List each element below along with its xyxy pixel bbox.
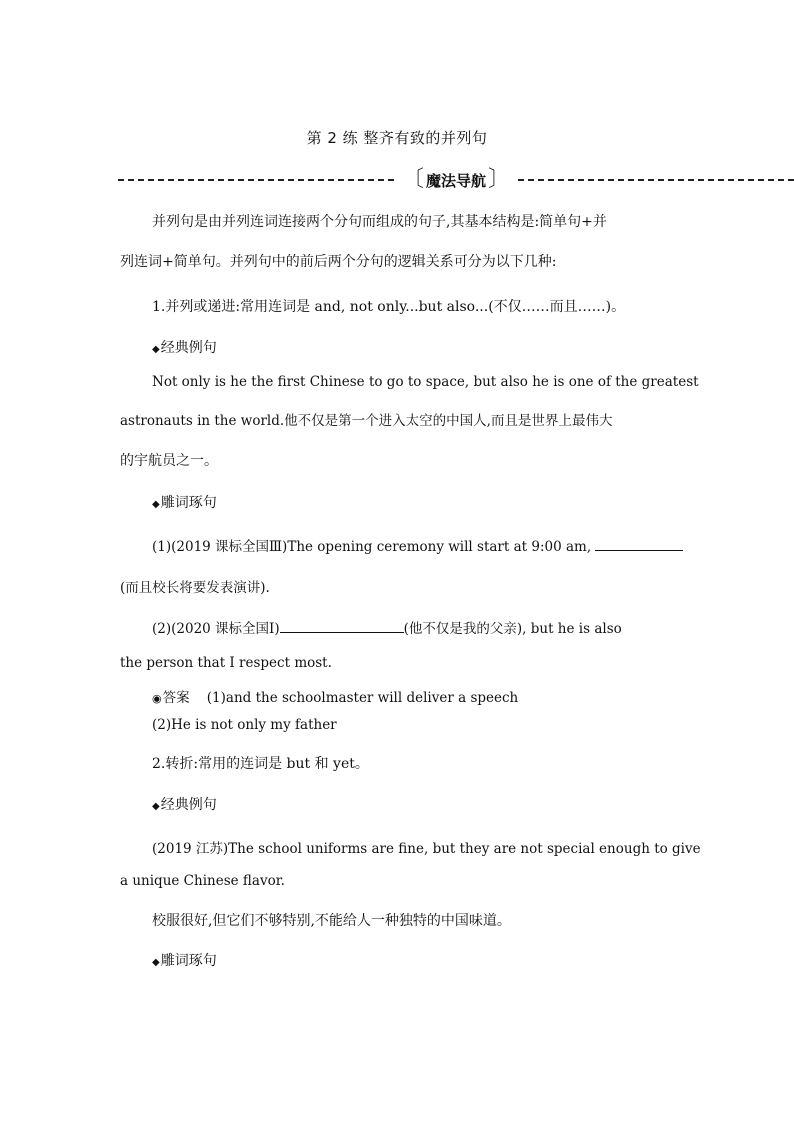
answer-row-2: (2)He is not only my father [152,717,337,733]
diamond-bullet-icon: ◆ [152,801,160,812]
section2-example-line-1: (2019 江苏)The school uniforms are fine, but they are not special enough to give [152,841,701,857]
section2-example-label: ◆经典例句 [152,797,217,813]
question-2-line-2: the person that I respect most. [120,655,332,671]
page-title: 第 2 练 整齐有致的并列句 [306,129,488,147]
section1-example-line-3: 的宇航员之一。 [120,453,218,469]
section1-heading: 1.并列或递进:常用连词是 and, not only...but also...(不仅……而且……)。 [152,299,626,315]
section1-example-line-2: astronauts in the world.他不仅是第一个进入太空的中国人,而且是世界上最伟大 [120,413,613,429]
question-2: (2)(2020 课标全国Ⅰ) (他不仅是我的父亲), but he is also [152,621,622,637]
answer-row-1: ◉答案 (1)and the schoolmaster will deliver a speech [152,690,519,706]
dashed-divider-left [118,179,394,181]
section2-example-line-3: 校服很好,但它们不够特别,不能给人一种独特的中国味道。 [152,913,511,929]
question-1-hint: (而且校长将要发表演讲). [120,580,270,596]
section2-practice-label: ◆雕词琢句 [152,953,217,969]
dashed-divider-right [518,179,794,181]
section1-example-line-1: Not only is he the first Chinese to go to space, but also he is one of the greatest [152,374,699,390]
bracket-left-icon: 〔 [401,167,424,192]
section-banner [118,166,794,194]
intro-line-1: 并列句是由并列连词连接两个分句而组成的句子,其基本结构是:简单句+并 [152,214,607,230]
section1-practice-label: ◆雕词琢句 [152,495,217,511]
answer-blank-2[interactable] [280,620,404,633]
answer-blank-1[interactable] [595,538,683,551]
banner-badge [398,169,514,191]
section1-example-label: ◆经典例句 [152,340,217,356]
answer-eye-icon: ◉ [152,692,162,705]
section2-heading: 2.转折:常用的连词是 but 和 yet。 [152,756,369,772]
section2-example-line-2: a unique Chinese flavor. [120,873,285,889]
intro-line-2: 列连词+简单句。并列句中的前后两个分句的逻辑关系可分为以下几种: [120,254,557,270]
banner-label: 魔法导航 [426,171,487,190]
diamond-bullet-icon: ◆ [152,499,160,510]
diamond-bullet-icon: ◆ [152,957,160,968]
question-1: (1)(2019 课标全国Ⅲ)The opening ceremony will start at 9:00 am, [152,535,764,555]
diamond-bullet-icon: ◆ [152,344,160,355]
bracket-right-icon: 〕 [488,167,511,192]
